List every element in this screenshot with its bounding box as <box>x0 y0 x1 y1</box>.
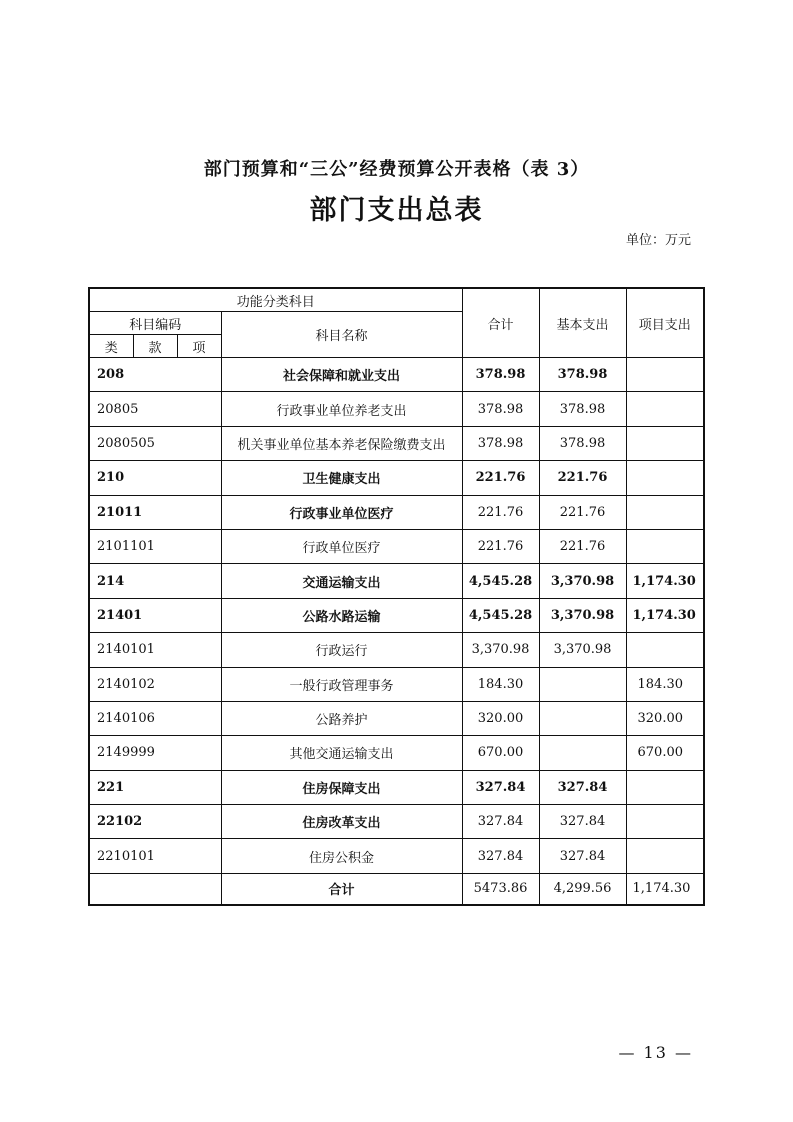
cell-project <box>626 839 704 873</box>
total-basic: 4,299.56 <box>539 873 626 905</box>
table-row <box>89 667 704 701</box>
header-total: 合计 <box>462 288 539 358</box>
cell-project: 1,174.30 <box>626 598 704 632</box>
cell-project: 184.30 <box>626 667 704 701</box>
cell-project: 670.00 <box>626 736 704 770</box>
cell-name: 卫生健康支出 <box>221 461 462 495</box>
cell-name: 住房公积金 <box>221 839 462 873</box>
table-row <box>89 564 704 598</box>
header-function-category: 功能分类科目 <box>89 288 462 312</box>
table-row <box>89 495 704 529</box>
cell-project <box>626 529 704 563</box>
cell-basic: 327.84 <box>539 839 626 873</box>
cell-name: 交通运输支出 <box>221 564 462 598</box>
cell-name: 社会保障和就业支出 <box>221 358 462 392</box>
cell-project <box>626 770 704 804</box>
table-row <box>89 701 704 735</box>
cell-total: 378.98 <box>462 358 539 392</box>
cell-basic: 3,370.98 <box>539 598 626 632</box>
table-row <box>89 358 704 392</box>
cell-basic: 221.76 <box>539 529 626 563</box>
cell-project: 1,174.30 <box>626 564 704 598</box>
total-project: 1,174.30 <box>626 873 704 905</box>
cell-total: 327.84 <box>462 805 539 839</box>
header-kuan: 款 <box>133 335 177 358</box>
cell-basic: 327.84 <box>539 805 626 839</box>
unit-label: 单位：万元 <box>625 233 691 248</box>
cell-code: 210 <box>89 461 221 495</box>
cell-code: 2140106 <box>89 701 221 735</box>
table-row <box>89 633 704 667</box>
cell-code: 2080505 <box>89 426 221 460</box>
table-row <box>89 839 704 873</box>
cell-total: 221.76 <box>462 461 539 495</box>
header-name: 科目名称 <box>221 312 462 358</box>
cell-name: 住房改革支出 <box>221 805 462 839</box>
cell-name: 一般行政管理事务 <box>221 667 462 701</box>
cell-name: 行政单位医疗 <box>221 529 462 563</box>
cell-total: 327.84 <box>462 839 539 873</box>
table-row <box>89 461 704 495</box>
cell-basic: 378.98 <box>539 392 626 426</box>
cell-name: 公路水路运输 <box>221 598 462 632</box>
cell-name: 住房保障支出 <box>221 770 462 804</box>
header-row-1 <box>89 288 704 312</box>
cell-code: 21401 <box>89 598 221 632</box>
header-project: 项目支出 <box>626 288 704 358</box>
cell-project <box>626 495 704 529</box>
cell-basic: 3,370.98 <box>539 564 626 598</box>
cell-total: 3,370.98 <box>462 633 539 667</box>
cell-basic <box>539 701 626 735</box>
cell-name: 公路养护 <box>221 701 462 735</box>
cell-code: 2140102 <box>89 667 221 701</box>
header-lei: 类 <box>89 335 133 358</box>
document-title: 部门支出总表 <box>309 195 484 226</box>
cell-total: 184.30 <box>462 667 539 701</box>
total-label: 合计 <box>221 873 462 905</box>
total-row <box>89 873 704 905</box>
cell-total: 327.84 <box>462 770 539 804</box>
expenditure-table <box>88 287 705 906</box>
table-row <box>89 529 704 563</box>
cell-project <box>626 461 704 495</box>
cell-code: 22102 <box>89 805 221 839</box>
table-row <box>89 736 704 770</box>
cell-project <box>626 426 704 460</box>
cell-code: 2140101 <box>89 633 221 667</box>
cell-code: 221 <box>89 770 221 804</box>
header-xiang: 项 <box>177 335 221 358</box>
cell-total: 221.76 <box>462 495 539 529</box>
cell-code: 21011 <box>89 495 221 529</box>
document-subtitle: 部门预算和“三公”经费预算公开表格（表 3） <box>203 159 590 180</box>
cell-code: 208 <box>89 358 221 392</box>
cell-basic <box>539 736 626 770</box>
header-basic: 基本支出 <box>539 288 626 358</box>
cell-total: 320.00 <box>462 701 539 735</box>
cell-project <box>626 633 704 667</box>
cell-basic: 221.76 <box>539 495 626 529</box>
table-row <box>89 426 704 460</box>
cell-basic: 378.98 <box>539 426 626 460</box>
cell-code: 2101101 <box>89 529 221 563</box>
total-total: 5473.86 <box>462 873 539 905</box>
cell-code: 214 <box>89 564 221 598</box>
table-row <box>89 598 704 632</box>
cell-name: 机关事业单位基本养老保险缴费支出 <box>221 426 462 460</box>
table-row <box>89 392 704 426</box>
cell-total: 670.00 <box>462 736 539 770</box>
cell-name: 行政运行 <box>221 633 462 667</box>
table-row <box>89 805 704 839</box>
cell-name: 其他交通运输支出 <box>221 736 462 770</box>
cell-empty <box>89 873 221 905</box>
cell-name: 行政事业单位养老支出 <box>221 392 462 426</box>
cell-basic: 3,370.98 <box>539 633 626 667</box>
page-number: — 13 — <box>618 1043 693 1062</box>
cell-project: 320.00 <box>626 701 704 735</box>
cell-name: 行政事业单位医疗 <box>221 495 462 529</box>
cell-total: 4,545.28 <box>462 564 539 598</box>
header-code: 科目编码 <box>89 312 221 335</box>
cell-project <box>626 392 704 426</box>
cell-project <box>626 358 704 392</box>
cell-code: 2149999 <box>89 736 221 770</box>
cell-basic: 221.76 <box>539 461 626 495</box>
cell-basic <box>539 667 626 701</box>
cell-code: 20805 <box>89 392 221 426</box>
table-row <box>89 770 704 804</box>
cell-total: 4,545.28 <box>462 598 539 632</box>
cell-basic: 378.98 <box>539 358 626 392</box>
cell-code: 2210101 <box>89 839 221 873</box>
cell-total: 378.98 <box>462 426 539 460</box>
cell-project <box>626 805 704 839</box>
cell-total: 221.76 <box>462 529 539 563</box>
cell-basic: 327.84 <box>539 770 626 804</box>
cell-total: 378.98 <box>462 392 539 426</box>
